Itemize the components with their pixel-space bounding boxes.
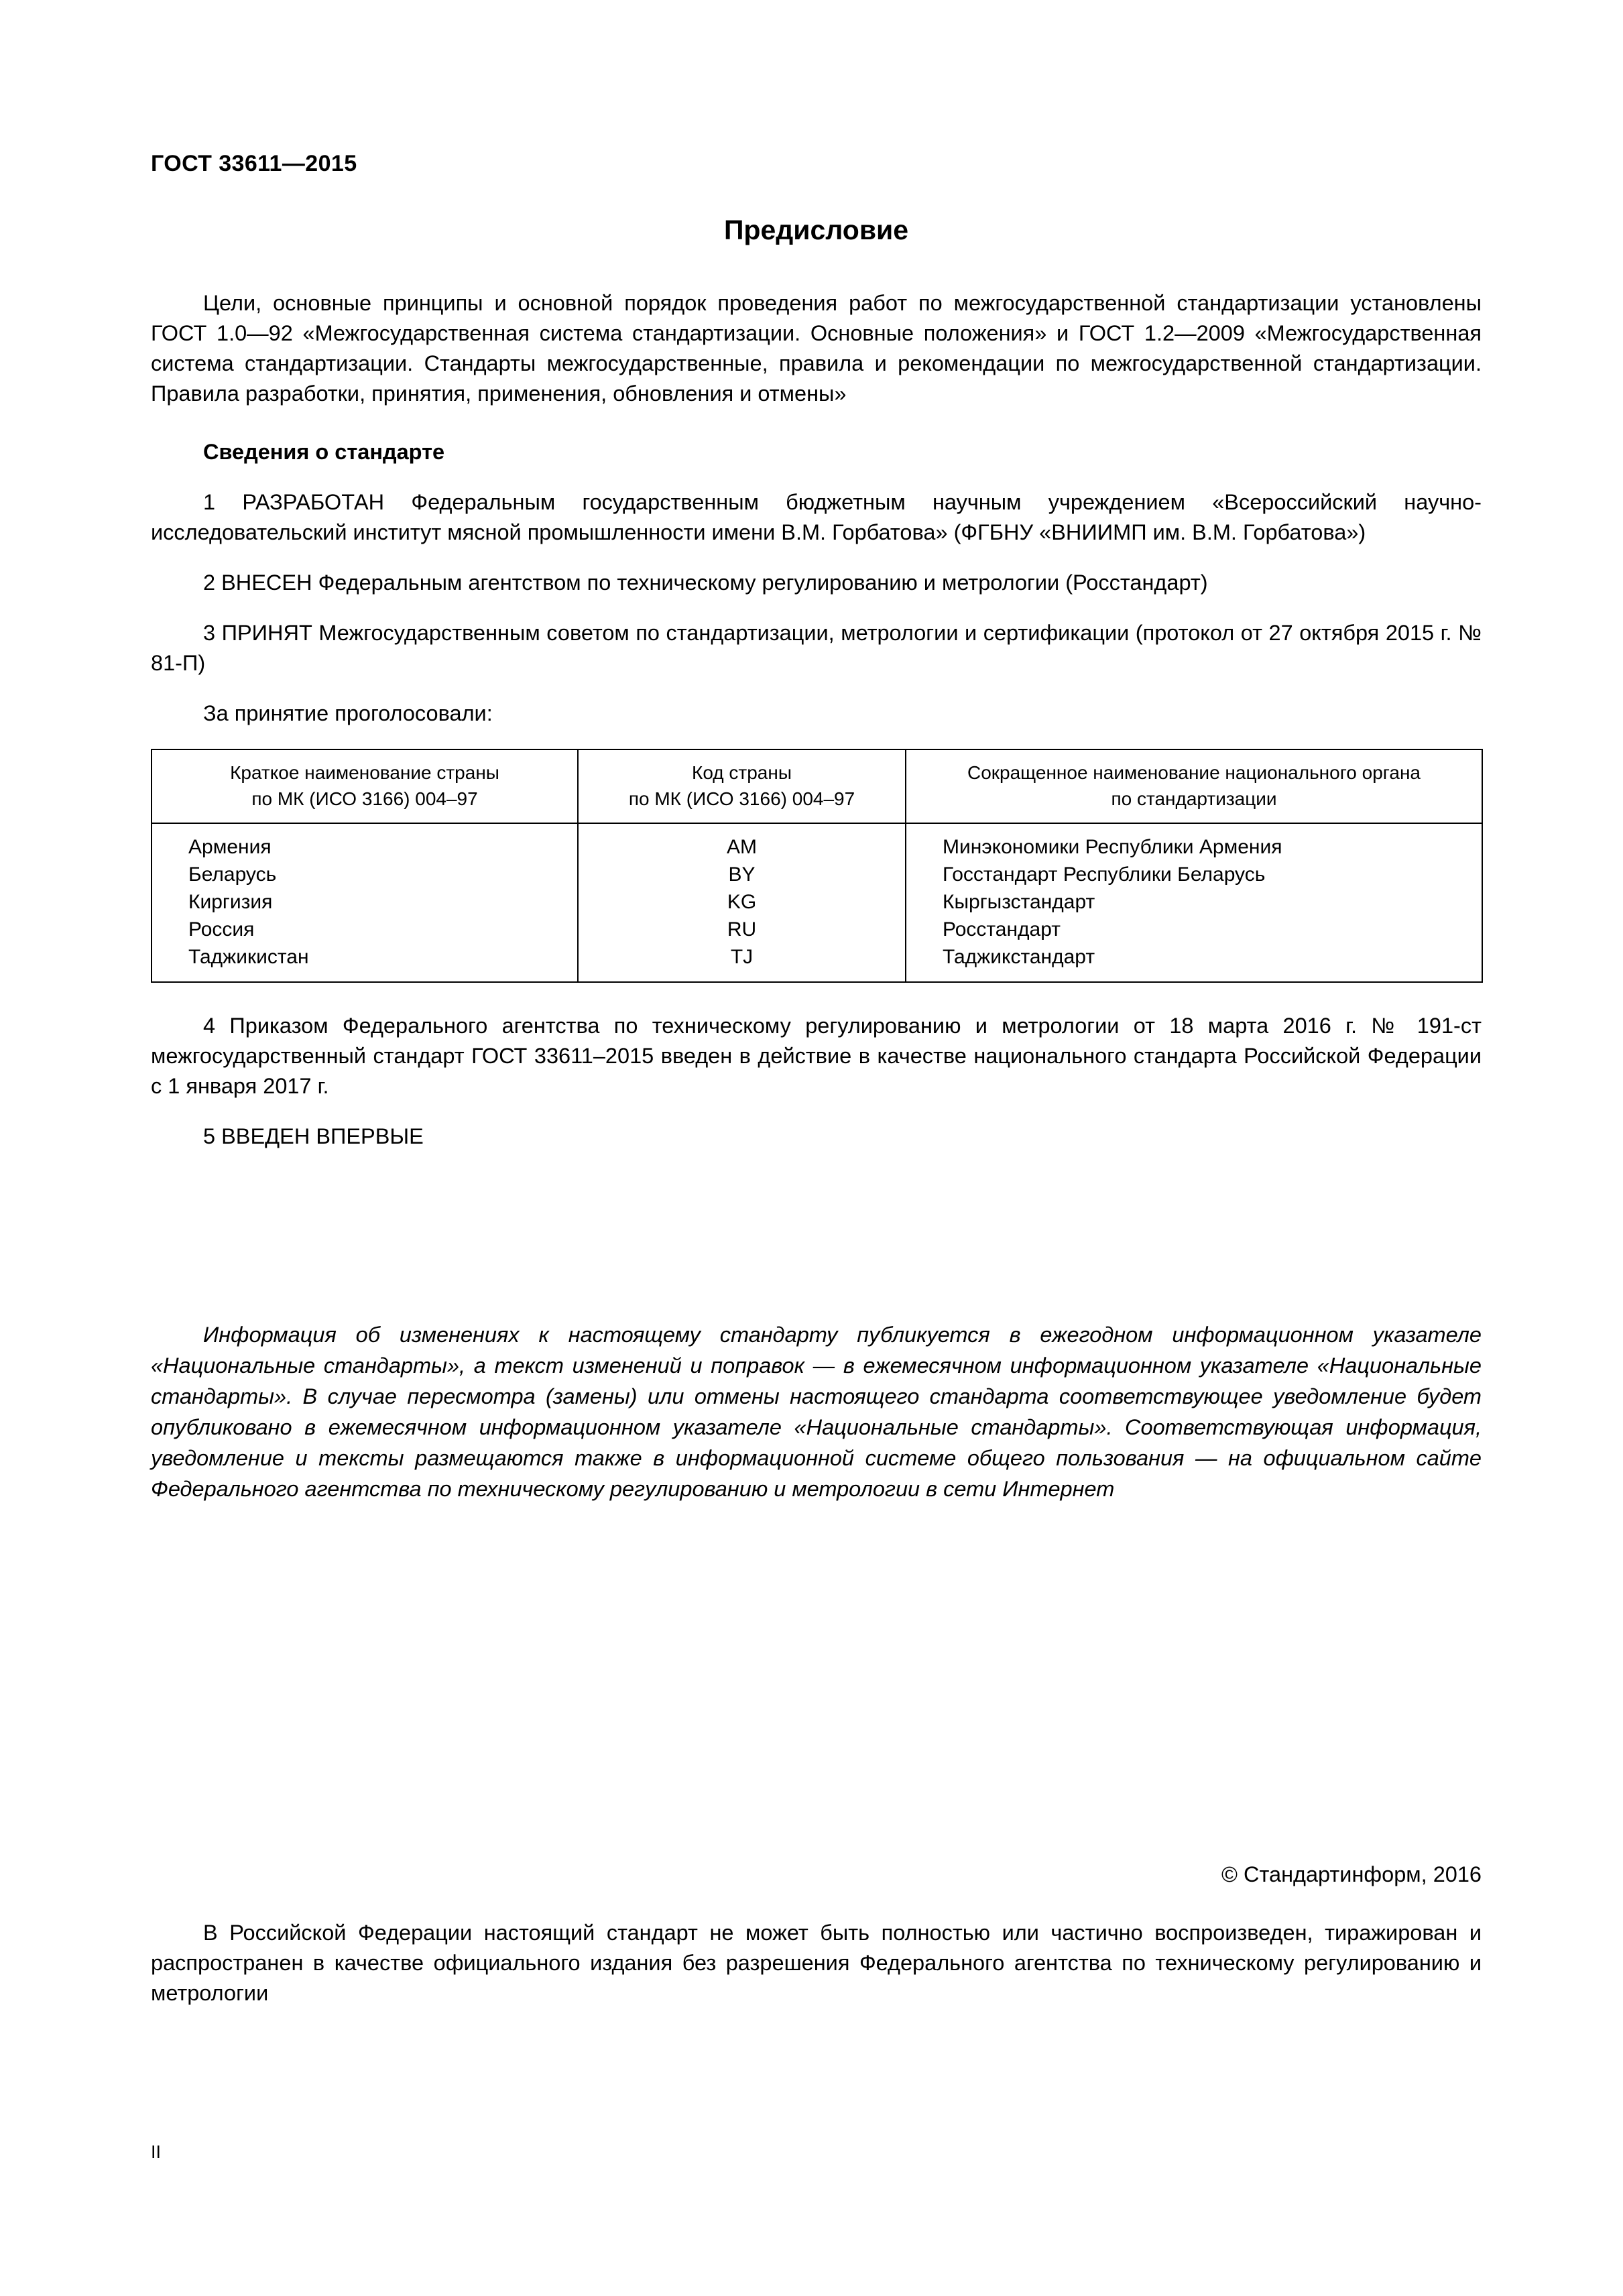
standard-code: ГОСТ 33611—2015	[151, 151, 357, 176]
table-cell-country-column	[152, 823, 578, 982]
table-header-body-line2: по стандартизации	[1111, 788, 1277, 809]
table-header-code	[578, 749, 906, 823]
national-body-name: Госстандарт Республики Беларусь	[943, 863, 1266, 886]
country-name: Таджикистан	[188, 946, 309, 968]
table-header-code-line1: Код страны	[692, 762, 792, 783]
section-item-3: 3 ПРИНЯТ Межгосударственным советом по стандартизации, метрологии и сертификации (протокол от 27 октября 2015 г. № 81-П)	[151, 621, 1482, 675]
country-code: RU	[727, 918, 757, 941]
country-code: TJ	[730, 946, 754, 968]
national-body-name: Таджикстандарт	[943, 946, 1095, 968]
voting-countries-table	[151, 749, 1483, 983]
table-lead-text: За принятие проголосовали:	[203, 701, 493, 725]
country-code: AM	[727, 836, 757, 858]
country-name: Россия	[188, 918, 255, 941]
amendment-notice-text: Информация об изменениях к настоящему стандарту публикуется в ежегодном информационном указателе «Национальные стандарты», а текст изменений и поправок — в ежемесячном информационном указателе «Национальные стандарты». В случае пересмотра (замены) или отмены настоящего стандарта соответствующее уведомление будет опубликовано в ежемесячном информационном указателе «Национальные стандарты». Соответствующая информация, уведомление и тексты размещаются также в информационной системе общего пользования — на официальном сайте Федерального агентства по техническому регулированию и метрологии в сети Интернет	[151, 1323, 1482, 1501]
table-header-row	[152, 749, 1482, 823]
table-header-body	[906, 749, 1482, 823]
table-cell-code-column	[578, 823, 906, 982]
page-title: Предисловие	[723, 215, 909, 245]
table-cell-body-column	[906, 823, 1482, 982]
document-body	[151, 288, 1482, 2008]
section-item-2: 2 ВНЕСЕН Федеральным агентством по техническому регулированию и метрологии (Росстандарт)	[203, 570, 1208, 595]
section-item-4: 4 Приказом Федерального агентства по техническому регулированию и метрологии от 18 марта 2016 г. № 191-ст межгосударственный стандарт ГОСТ 33611–2015 введен в действие в качестве национального стандарта Российской Федерации с 1 января 2017 г.	[151, 1014, 1482, 1098]
table-header-code-line2: по МК (ИСО 3166) 004–97	[628, 788, 855, 809]
intro-paragraph: Цели, основные принципы и основной порядок проведения работ по межгосударственной стандартизации установлены ГОСТ 1.0—92 «Межгосударственная система стандартизации. Основные положения» и ГОСТ 1.2—2009 «Межгосударственная система стандартизации. Стандарты межгосударственные, правила и рекомендации по межгосударственной стандартизации. Правила разработки, принятия, применения, обновления и отмены»	[151, 291, 1482, 406]
copyright-line: © Стандартинформ, 2016	[1221, 1862, 1482, 1886]
section-heading: Сведения о стандарте	[203, 440, 445, 464]
table-header-country-line1: Краткое наименование страны	[230, 762, 499, 783]
amendment-notice	[151, 1319, 1482, 1504]
page-number: II	[151, 2142, 162, 2162]
section-item-5: 5 ВВЕДЕН ВПЕРВЫЕ	[203, 1124, 424, 1148]
national-body-name: Минэкономики Республики Армения	[943, 836, 1282, 858]
country-code: BY	[728, 863, 756, 886]
country-name: Армения	[188, 836, 272, 858]
table-header-country-line2: по МК (ИСО 3166) 004–97	[251, 788, 478, 809]
country-name: Киргизия	[188, 891, 273, 913]
national-body-name: Кыргызстандарт	[943, 891, 1095, 913]
section-item-1: 1 РАЗРАБОТАН Федеральным государственным бюджетным научным учреждением «Всероссийский научно-исследовательский институт мясной промышленности имени В.М. Горбатова» (ФГБНУ «ВНИИМП им. В.М. Горбатова»)	[151, 490, 1482, 544]
national-body-name: Росстандарт	[943, 918, 1061, 941]
table-row	[152, 823, 1482, 982]
reproduction-disclaimer: В Российской Федерации настоящий стандарт не может быть полностью или частично воспроизведен, тиражирован и распространен в качестве официального издания без разрешения Федерального агентства по техническому регулированию и метрологии	[151, 1921, 1482, 2005]
table-header-body-line1: Сокращенное наименование национального органа	[967, 762, 1421, 783]
table-header-country	[152, 749, 578, 823]
country-name: Беларусь	[188, 863, 277, 886]
country-code: KG	[727, 891, 757, 913]
